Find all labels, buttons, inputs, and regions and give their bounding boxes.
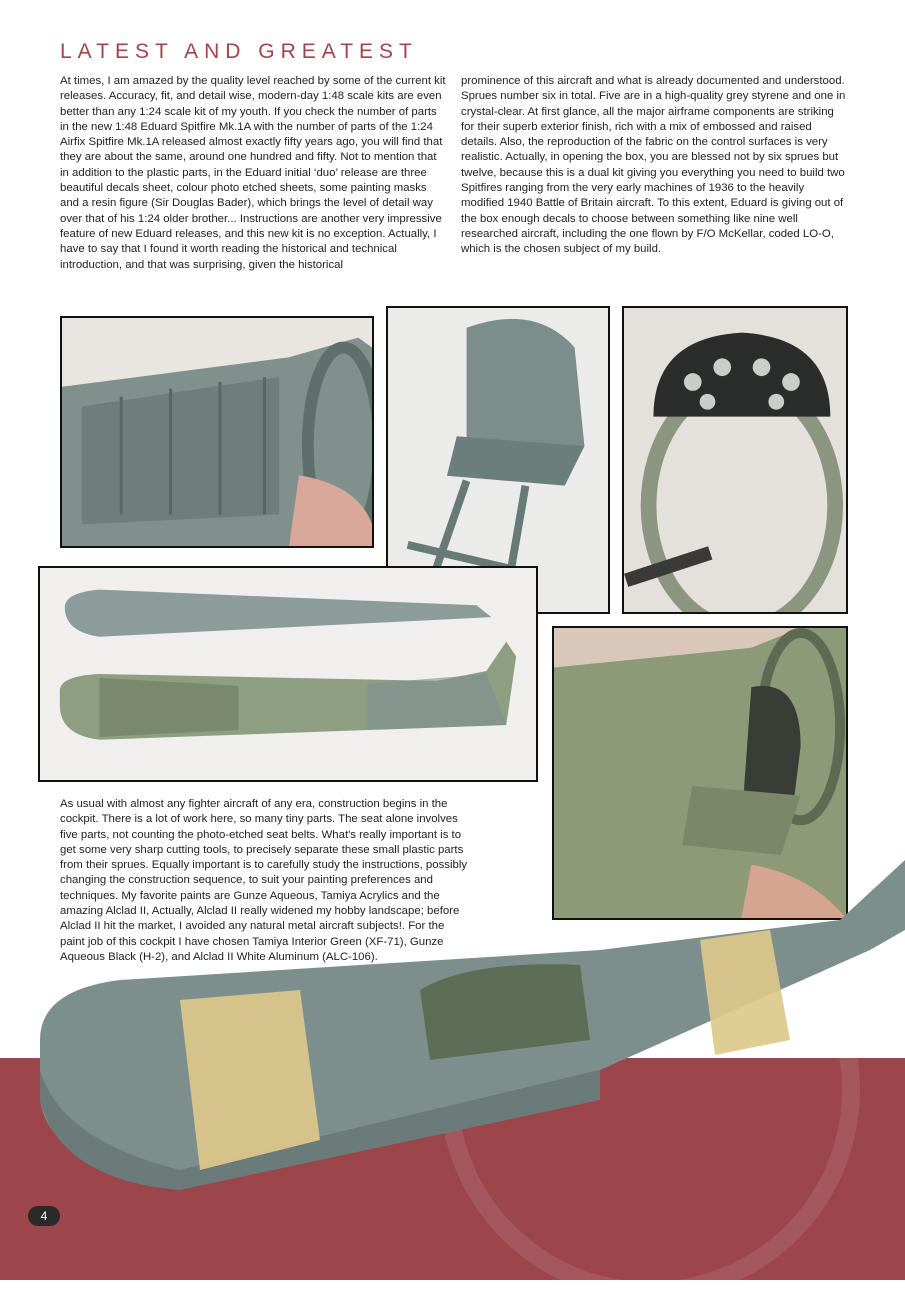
text-column-2 xyxy=(461,74,846,258)
photo-masked-fuselage xyxy=(0,840,905,1200)
photo-fuselage-interior xyxy=(60,316,374,548)
photo-instrument-panel xyxy=(622,306,848,614)
text-column-1 xyxy=(60,74,446,273)
paragraph: Sprues number six in total. Five are in a high-quality grey styrene and one in crystal-clear. At first glance, all the major airframe components are striking for their superb exterior finish, rich with a mix of embossed and raised details. Also, the reproduction of the fabric on the control surfaces is very realistic. Actually, in opening the box, you are blessed not by six sprues but twelve, because this is a dual kit giving you everything you need to build two Spitfires ranging from the very early machines of 1936 to the heavily modified 1940 Battle of Britain aircraft. To this extent, Eduard is giving out of the box enough decals to choose between something like nine well researched aircraft, including the one flown by F/O McKellar, coded LO-O, which is the chosen subject of my build. xyxy=(461,90,846,256)
paragraph: prominence of this aircraft and what is already documented and understood. xyxy=(461,75,845,87)
page-number: 4 xyxy=(28,1206,60,1226)
paragraph: As usual with almost any fighter aircraft of any era, construction begins in the cockpit. There is a lot of work here, so many tiny parts. The seat alone involves five parts, not counting the photo-etched seat belts. What's really important is to get some very sharp cutting tools, to precisely separate these small plastic parts from their sprues. Equally important is to carefully study the instructions, possibly changing the construction sequence, to suit your painting preferences and techniques. My favorite paints are Gunze Aqueous, Tamiya Acrylics and the amazing Alclad II, Actually, Alclad II really widened my hobby landscape; before Alclad II hit the market, I avoided any natural metal aircraft subjects!. For the paint job of this cockpit I have chosen Tamiya Interior Green (XF-71), Gunze Aqueous Black (H-2), and Alclad II White Aluminum (ALC-106). xyxy=(60,798,468,963)
paragraph: At times, I am amazed by the quality level reached by some of the current kit releases. Accuracy, fit, and detail wise, modern-day 1:48 scale kits are even better than any 1:24 scale kit of my youth. If you check the number of parts in the new 1:48 Eduard Spitfire Mk.1A with the number of parts of the 1:24 Airfix Spitfire Mk.1A released almost exactly fifty years ago, you will find that they are about the same, around one hundred and fifty. Not to mention that in addition to the plastic parts, in the Eduard initial ‘duo’ release are three beautiful decals sheet, colour photo etched sheets, some painting masks and a resin figure (Sir Douglas Bader), which brings the level of detail way over that of his 1:24 older brother... Instructions are another very impressive feature of new Eduard releases, and this new kit is no exception. Actually, I have to say that I found it worth reading the historical and technical introduction, and that was surprising, given the historical xyxy=(60,75,446,271)
photo-fuselage-halves xyxy=(38,566,538,782)
section-title: LATEST AND GREATEST xyxy=(60,40,418,63)
